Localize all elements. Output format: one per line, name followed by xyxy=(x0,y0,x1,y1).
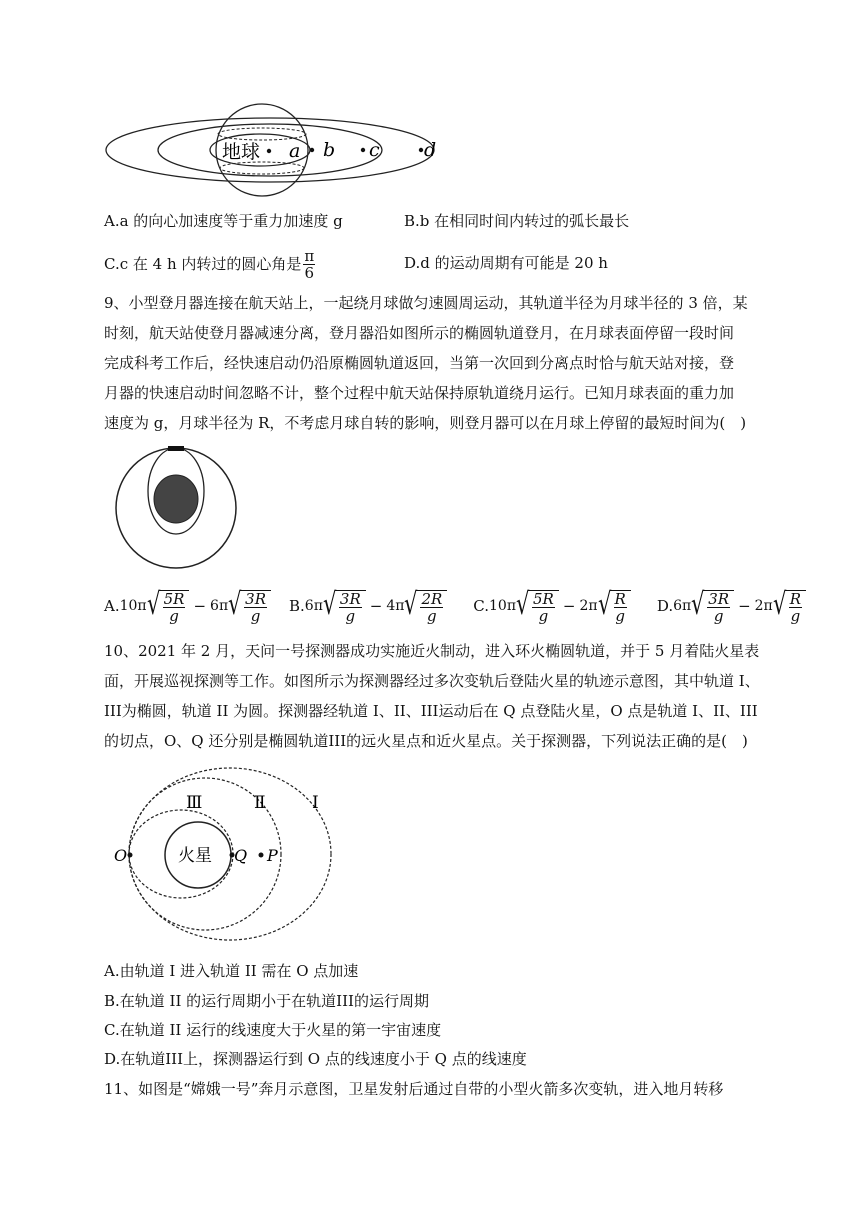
point-p-label: P xyxy=(267,846,278,865)
q10-option-d: D.在轨道III上，探测器运行到 O 点的线速度小于 Q 点的线速度 xyxy=(104,1050,527,1068)
option-c-den2: g xyxy=(615,607,625,625)
q9-option-b xyxy=(289,588,447,624)
pi-over-6-fraction xyxy=(303,248,315,281)
option-c-coef2: 2π xyxy=(579,598,598,614)
sqrt-icon: √ $\frac{5R}{g}$ xyxy=(516,588,559,624)
option-d-coef2: 2π xyxy=(754,598,773,614)
option-b-coef1: 6π xyxy=(304,598,323,614)
option-b-rad2: 2R xyxy=(421,590,443,608)
orbit-figure-q8 xyxy=(100,98,445,198)
orbit-2-label: Ⅱ xyxy=(254,793,266,813)
option-c-minus: − xyxy=(562,597,576,615)
sqrt-icon: √ $\frac{2R}{g}$ xyxy=(404,588,447,624)
option-d-minus: − xyxy=(738,597,751,615)
q10-option-b: B.在轨道 II 的运行周期小于在轨道III的运行周期 xyxy=(104,992,429,1010)
q10-line-1: 10、2021 年 2 月，天问一号探测器成功实施近火制动，进入环火椭圆轨道，并于 5 月着陆火星表 xyxy=(104,642,760,660)
moon-orbit-figure xyxy=(108,445,248,573)
option-a-den2: g xyxy=(250,607,261,625)
sqrt-icon: √ $\frac{3R}{g}$ xyxy=(691,588,734,624)
satellite-c-label: c xyxy=(369,139,380,161)
option-b-den1: g xyxy=(345,607,356,625)
option-d-label: D. xyxy=(656,597,674,615)
orbit-3-label: Ⅲ xyxy=(186,793,203,813)
q9-option-a xyxy=(104,588,271,624)
point-o-label: O xyxy=(114,846,128,865)
q8-option-c xyxy=(104,246,317,282)
q10-line-4: 的切点，O、Q 还分别是椭圆轨道III的远火星点和近火星点。关于探测器，下列说法正确的是( ) xyxy=(104,732,748,750)
option-d-den1: g xyxy=(713,607,724,625)
q9-line-2: 时刻，航天站使登月器减速分离，登月器沿如图所示的椭圆轨道登月，在月球表面停留一段时间 xyxy=(104,324,735,342)
earth-label: 地球 xyxy=(222,141,261,163)
option-a-label: A. xyxy=(104,597,120,615)
q10-line-3: III为椭圆，轨道 II 为圆。探测器经轨道 I、II、III运动后在 Q 点登陆火星，O 点是轨道 I、II、III xyxy=(104,702,758,720)
option-b-rad1: 3R xyxy=(339,590,361,608)
mars-orbit-figure xyxy=(108,762,348,946)
satellite-b-label: b xyxy=(323,139,336,161)
q8-option-d: D.d 的运动周期有可能是 20 h xyxy=(404,254,608,272)
q9-line-4: 月器的快速启动时间忽略不计，整个过程中航天站保持原轨道绕月运行。已知月球表面的重力加 xyxy=(104,384,735,402)
option-c-coef1: 10π xyxy=(489,598,517,614)
option-d-den2: g xyxy=(790,607,801,625)
q9-option-d xyxy=(657,588,806,624)
sqrt-icon: √ $\frac{R}{g}$ xyxy=(598,588,631,624)
sqrt-icon: √ $\frac{3R}{g}$ xyxy=(228,588,271,624)
option-a-minus: − xyxy=(193,597,207,615)
q9-options xyxy=(104,584,806,628)
option-c-label: C. xyxy=(473,597,489,615)
option-a-coef1: 10π xyxy=(119,598,147,614)
q10-option-a: A.由轨道 I 进入轨道 II 需在 O 点加速 xyxy=(104,962,359,980)
option-a-rad2: 3R xyxy=(245,590,266,608)
point-q-label: Q xyxy=(234,846,248,865)
option-c-rad1: 5R xyxy=(533,590,554,608)
option-b-label: B. xyxy=(289,597,305,615)
q9-line-3: 完成科考工作后，经快速启动仍沿原椭圆轨道返回，当第一次回到分离点时恰与航天站对接，登 xyxy=(104,354,735,372)
fraction-denominator: 6 xyxy=(304,263,315,282)
option-d-rad1: 3R xyxy=(708,590,730,608)
q8-option-a: A.a 的向心加速度等于重力加速度 g xyxy=(104,212,343,230)
sqrt-icon: √ $\frac{R}{g}$ xyxy=(773,588,806,624)
satellite-d-label: d xyxy=(424,139,437,161)
sqrt-icon: √ $\frac{5R}{g}$ xyxy=(147,588,190,624)
sqrt-icon: √ $\frac{3R}{g}$ xyxy=(323,588,366,624)
q9-option-c xyxy=(473,588,631,624)
option-d-rad2: R xyxy=(789,590,802,608)
satellite-a-label: a xyxy=(289,140,301,162)
option-c-den1: g xyxy=(538,607,549,625)
q11-line-1: 11、如图是“嫦娥一号”奔月示意图，卫星发射后通过自带的小型火箭多次变轨，进入地月转移 xyxy=(104,1080,724,1098)
option-a-rad1: 5R xyxy=(163,590,185,608)
q8-option-c-text: C.c 在 4 h 内转过的圆心角是 xyxy=(104,255,302,273)
q10-option-c: C.在轨道 II 运行的线速度大于火星的第一宇宙速度 xyxy=(104,1021,442,1039)
q8-option-b: B.b 在相同时间内转过的弧长最长 xyxy=(404,212,630,230)
option-d-coef1: 6π xyxy=(673,598,692,614)
option-c-rad2: R xyxy=(614,590,626,608)
option-b-coef2: 4π xyxy=(386,598,405,614)
q10-line-2: 面，开展巡视探测等工作。如图所示为探测器经过多次变轨后登陆火星的轨迹示意图，其中轨道 I、 xyxy=(104,672,760,690)
q9-line-5: 速度为 g，月球半径为 R，不考虑月球自转的影响，则登月器可以在月球上停留的最短时间为( ) xyxy=(104,414,747,432)
mars-label: 火星 xyxy=(178,846,212,866)
option-a-coef2: 6π xyxy=(210,598,229,614)
option-b-den2: g xyxy=(427,607,437,625)
option-a-den1: g xyxy=(169,607,179,625)
orbit-1-label: Ⅰ xyxy=(312,793,319,813)
fraction-numerator: π xyxy=(304,246,315,265)
q9-line-1: 9、小型登月器连接在航天站上，一起绕月球做匀速圆周运动，其轨道半径为月球半径的 3 倍，某 xyxy=(104,294,748,312)
option-b-minus: − xyxy=(369,597,383,615)
